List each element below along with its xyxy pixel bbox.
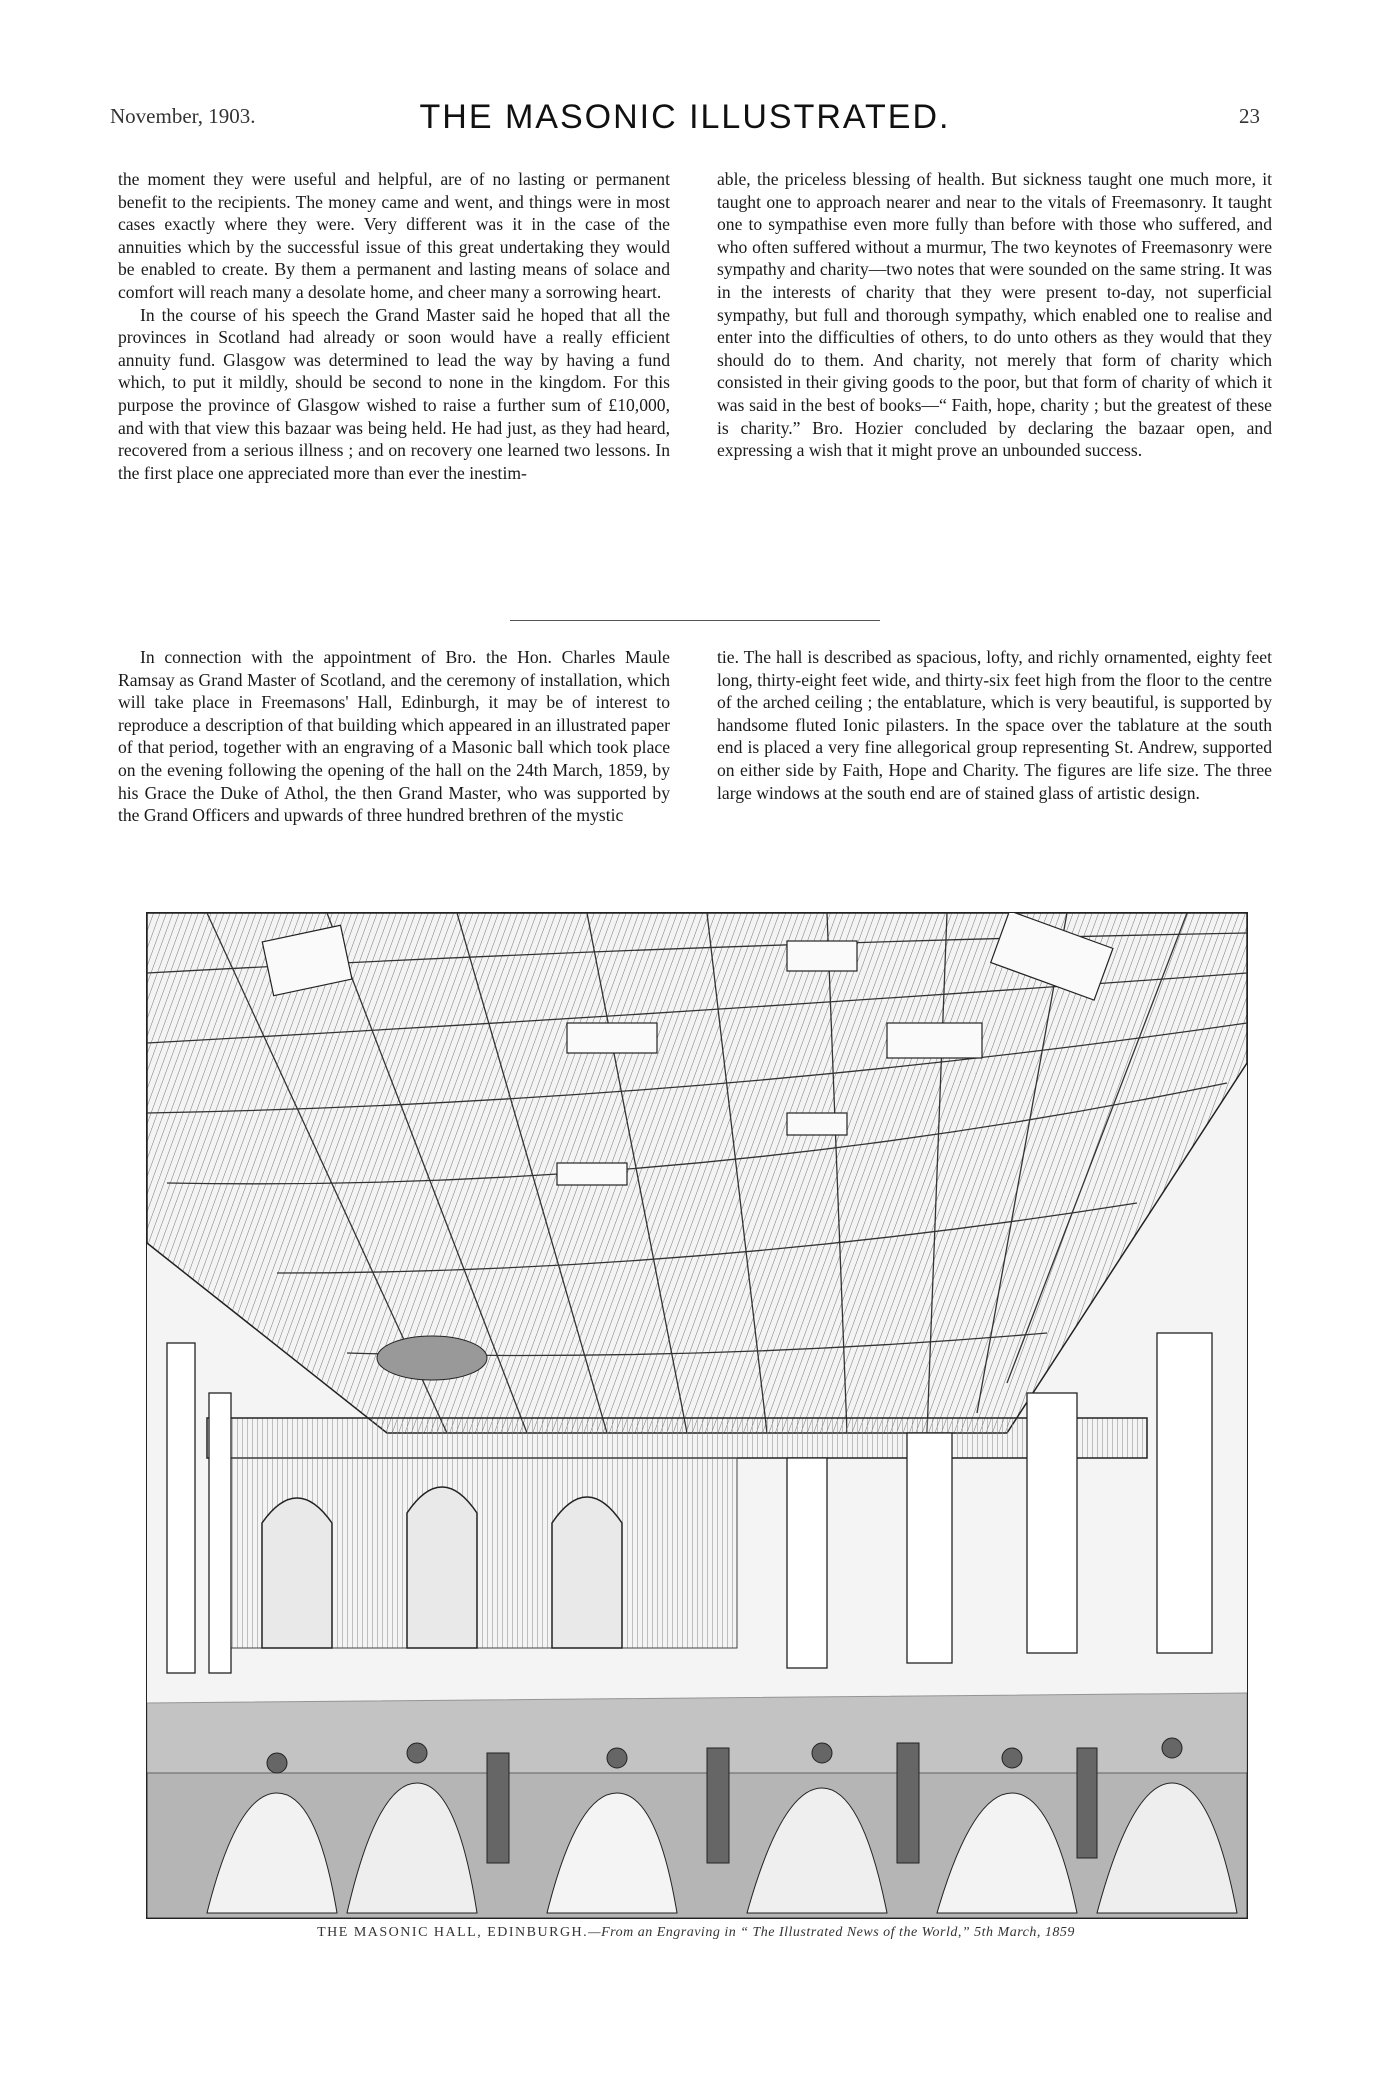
page-header	[110, 98, 1260, 142]
article-paragraph: tie. The hall is described as spacious, lofty, and richly ornamented, eighty feet long, thirty-eight feet wide, and thirty-six feet high from the floor to the centre of the arched ceiling ; the entablature, which is very beautiful, is supported by handsome fluted Ionic pilasters. In the space over the tablature at the south end is placed a very fine allegorical group representing St. Andrew, supported on either side by Faith, Hope and Charity. The figures are life size. The three large windows at the south end are of stained glass of artistic design.	[717, 647, 1272, 803]
caption-source: —From an Engraving in “ The Illustrated News of the World,” 5th March, 1859	[588, 1925, 1075, 1940]
masonic-hall-engraving	[146, 912, 1248, 1919]
section-divider	[510, 620, 880, 621]
page-number: 23	[1239, 104, 1260, 128]
article-paragraph: In connection with the appointment of Bro. the Hon. Charles Maule Ramsay as Grand Master of Scotland, and the ceremony of installation, which will take place in Freemasons' Hall, Edinburgh, it may be of interest to reproduce a description of that building which appeared in an illustrated paper of that period, together with an engraving of a Masonic ball which took place on the evening following the opening of the hall on the 24th March, 1859, by his Grace the Duke of Athol, the then Grand Master, who was supported by the Grand Officers and upwards of three hundred brethren of the mystic	[118, 647, 670, 826]
engraving-caption	[146, 1925, 1246, 1941]
ball-crowd	[147, 1693, 1247, 1918]
article-paragraph: In the course of his speech the Grand Master said he hoped that all the provinces in Scotland had already or soon would have a really efficient annuity fund. Glasgow was determined to lead the way by having a fund which, to put it mildly, should be second to none in the kingdom. For this purpose the province of Glasgow wished to raise a further sum of £10,000, and with that view this bazaar was being held. He had just, as they had heard, recovered from a serious illness ; and on recovery one learned two lessons. In the first place one appreciated more than ever the inestim-	[118, 304, 670, 483]
entablature	[207, 1418, 1147, 1458]
stained-glass-windows	[262, 1487, 622, 1648]
hall-article-left-column	[118, 646, 670, 827]
hall-article-right-column	[717, 646, 1272, 804]
issue-date: November, 1903.	[110, 104, 256, 128]
article-paragraph: the moment they were useful and helpful, are of no lasting or permanent benefit to the recipients. The money came and went, and things were in most cases exactly where they were. Very different was it in the case of the annuities which by the successful issue of this great undertaking they would be enabled to create. By them a permanent and lasting means of solace and comfort will reach many a desolate home, and cheer many a sorrowing heart.	[118, 169, 670, 302]
magazine-title: THE MASONIC ILLUSTRATED.	[419, 98, 951, 136]
speech-article-left-column	[118, 168, 670, 484]
article-paragraph: able, the priceless blessing of health. But sickness taught one much more, it taught one to approach nearer and near to the vitals of Freemasonry. It taught one to sympathise even more fully than before with those who suffered, and who often suffered without a murmur, The two keynotes of Freemasonry were sympathy and charity—two notes that were sounded on the same string. It was in the interests of charity that they were present to-day, not superficial sympathy, but full and thorough sympathy, which enabled one to realise and enter into the difficulties of others, to do unto others as they would that they should do to them. And charity, not merely that form of charity which consisted in their giving goods to the poor, but that form of charity of which it was said in the best of books—“ Faith, hope, charity ; but the greatest of these is charity.” Bro. Hozier concluded by declaring the bazaar open, and expressing a wish that it might prove an unbounded success.	[717, 169, 1272, 461]
caption-title: THE MASONIC HALL, EDINBURGH.	[317, 1925, 589, 1940]
allegorical-group	[377, 1336, 487, 1380]
speech-article-right-column	[717, 168, 1272, 462]
